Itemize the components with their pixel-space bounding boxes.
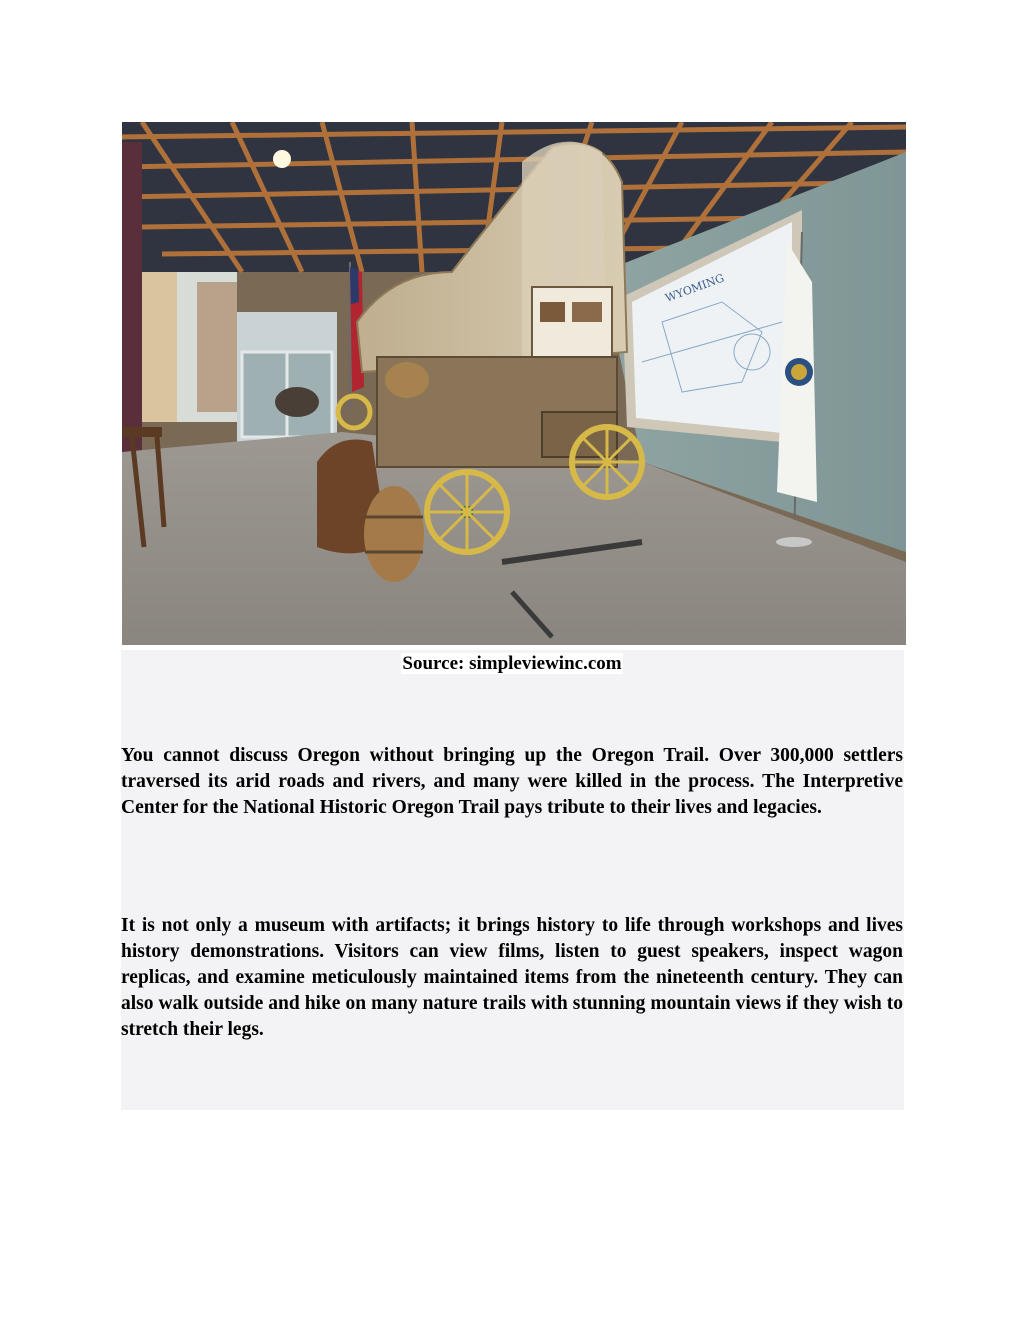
map-label: WYOMING [663, 271, 726, 305]
image-caption [0, 651, 1024, 677]
image-source-text: Source: simpleviewinc.com [402, 653, 622, 674]
paragraph-oregon-trail: You cannot discuss Oregon without bringing up the Oregon Trail. Over 300,000 settlers traversed its arid roads and rivers, and many were killed in the process. The Interpretive Center for the National Historic Oregon Trail pays tribute to their lives and legacies. [121, 745, 903, 818]
paragraph-museum-activities: It is not only a museum with artifacts; it brings history to life through workshops and lives history demonstrations. Visitors can view films, listen to guest speakers, inspect wagon replicas, and examine meticulously maintained items from the nineteenth century. They can also walk outside and hike on many nature trails with stunning mountain views if they wish to stretch their legs. [121, 915, 903, 1040]
wagon-exhibit-illustration [122, 122, 906, 645]
museum-wagon-photo [122, 122, 906, 645]
